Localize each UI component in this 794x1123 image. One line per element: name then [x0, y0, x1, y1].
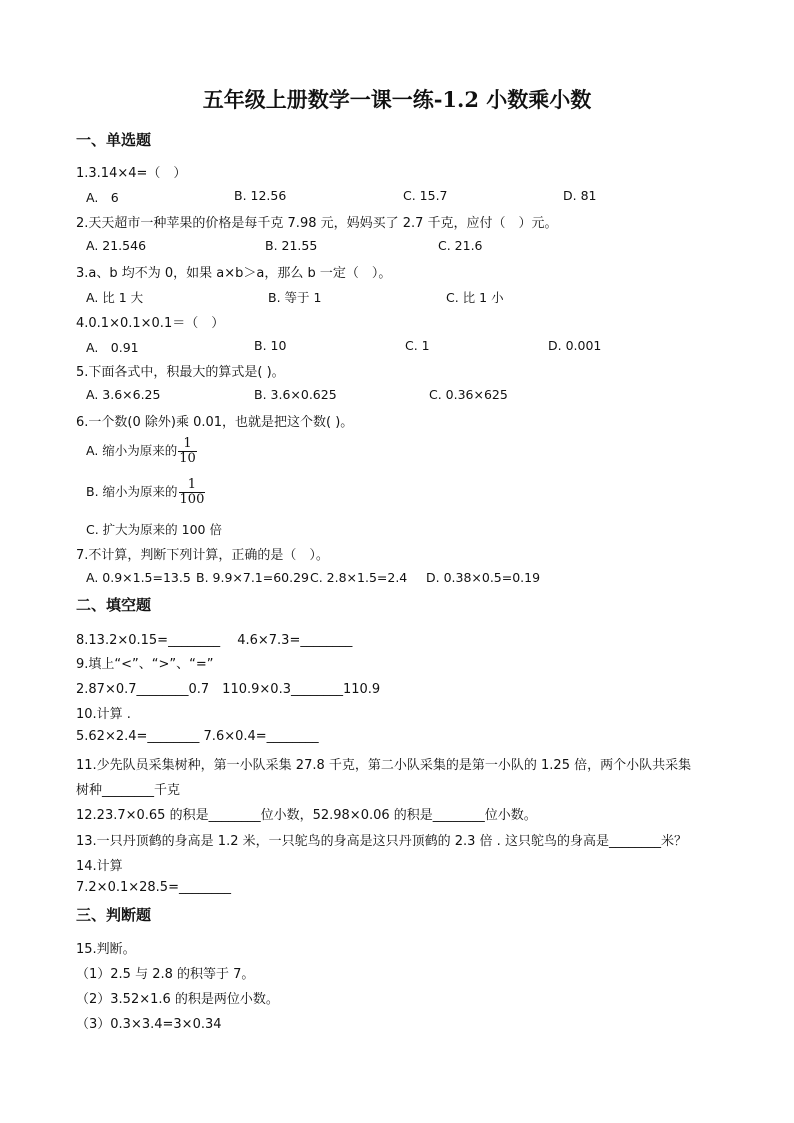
q6-option-a-label: A. 缩小为原来的: [86, 443, 178, 458]
fraction-one-tenth: [178, 437, 197, 466]
question-9-line: 2.87×0.7________0.7 110.9×0.3________110.9: [76, 682, 381, 697]
question-14-line: 7.2×0.1×28.5=________: [76, 880, 231, 895]
section-heading-true-false: 三、判断题: [76, 906, 152, 924]
fraction-numerator: 1: [187, 477, 197, 492]
q4-option-b: B. 10: [254, 338, 287, 353]
q3-option-a: A. 比 1 大: [86, 290, 144, 305]
question-4: 4.0.1×0.1×0.1＝（ ）: [76, 316, 225, 331]
q3-option-c: C. 比 1 小: [446, 290, 504, 305]
q6-option-c: C. 扩大为原来的 100 倍: [86, 522, 222, 537]
question-10-line: 5.62×2.4=________ 7.6×0.4=________: [76, 729, 319, 744]
q1-option-c: C. 15.7: [403, 188, 448, 203]
question-7: 7.不计算，判断下列计算，正确的是（ ）。: [76, 548, 329, 563]
question-12: 12.23.7×0.65 的积是________位小数，52.98×0.06 的积是________位小数。: [76, 808, 537, 823]
q6-option-a: [86, 437, 197, 466]
section-heading-single-choice: 一、单选题: [76, 131, 152, 149]
question-15: 15.判断。: [76, 942, 136, 957]
section-heading-fill-blank: 二、填空题: [76, 596, 152, 614]
question-5: 5.下面各式中，积最大的算式是( )。: [76, 365, 285, 380]
q1-option-a: A. 6: [86, 190, 119, 205]
question-10: 10.计算 .: [76, 707, 131, 722]
q7-option-a: A. 0.9×1.5=13.5: [86, 570, 191, 585]
question-9: 9.填上“<”、“>”、“=”: [76, 657, 214, 672]
fraction-numerator: 1: [183, 436, 192, 451]
question-8: 8.13.2×0.15=________ 4.6×7.3=________: [76, 633, 353, 648]
question-11-line-1: 11.少先队员采集树种，第一小队采集 27.8 千克，第二小队采集的是第一小队的 1.25 倍，两个小队共采集: [76, 758, 692, 773]
question-2: 2.天天超市一种苹果的价格是每千克 7.98 元，妈妈买了 2.7 千克，应付（ ）元。: [76, 216, 558, 231]
q4-option-a: A. 0.91: [86, 340, 139, 355]
fraction-denominator: 10: [179, 451, 196, 466]
q4-option-c: C. 1: [405, 338, 430, 353]
question-13: 13.一只丹顶鹤的身高是 1.2 米，一只鸵鸟的身高是这只丹顶鹤的 2.3 倍 . 这只鸵鸟的身高是________米？: [76, 834, 687, 849]
q1-option-d: D. 81: [563, 188, 597, 203]
q1-option-b: B. 12.56: [234, 188, 287, 203]
fraction-one-hundredth: [179, 478, 206, 507]
q6-option-b-label: B. 缩小为原来的: [86, 484, 178, 499]
q3-option-b: B. 等于 1: [268, 290, 322, 305]
question-3: 3.a、b 均不为 0，如果 a×b＞a，那么 b 一定（ ）。: [76, 266, 392, 281]
question-15-item-3: （3）0.3×3.4=3×0.34: [76, 1017, 222, 1032]
q7-option-c: C. 2.8×1.5=2.4: [310, 570, 408, 585]
q2-option-b: B. 21.55: [265, 238, 318, 253]
q7-option-d: D. 0.38×0.5=0.19: [426, 570, 541, 585]
question-15-item-2: （2）3.52×1.6 的积是两位小数。: [76, 992, 279, 1007]
question-11-line-2: 树种________千克: [76, 783, 181, 798]
q2-option-a: A. 21.546: [86, 238, 147, 253]
question-14: 14.计算: [76, 859, 123, 874]
question-6: 6.一个数(0 除外)乘 0.01，也就是把这个数( )。: [76, 415, 354, 430]
question-1: 1.3.14×4=（ ）: [76, 166, 187, 181]
q2-option-c: C. 21.6: [438, 238, 483, 253]
q4-option-d: D. 0.001: [548, 338, 602, 353]
q7-option-b: B. 9.9×7.1=60.29: [196, 570, 310, 585]
question-15-item-1: （1）2.5 与 2.8 的积等于 7。: [76, 967, 255, 982]
page-title: 五年级上册数学一课一练-1.2 小数乘小数: [202, 87, 592, 112]
q6-option-b: [86, 478, 205, 507]
q5-option-a: A. 3.6×6.25: [86, 387, 161, 402]
fraction-denominator: 100: [179, 492, 205, 507]
q5-option-b: B. 3.6×0.625: [254, 387, 337, 402]
q5-option-c: C. 0.36×625: [429, 387, 508, 402]
